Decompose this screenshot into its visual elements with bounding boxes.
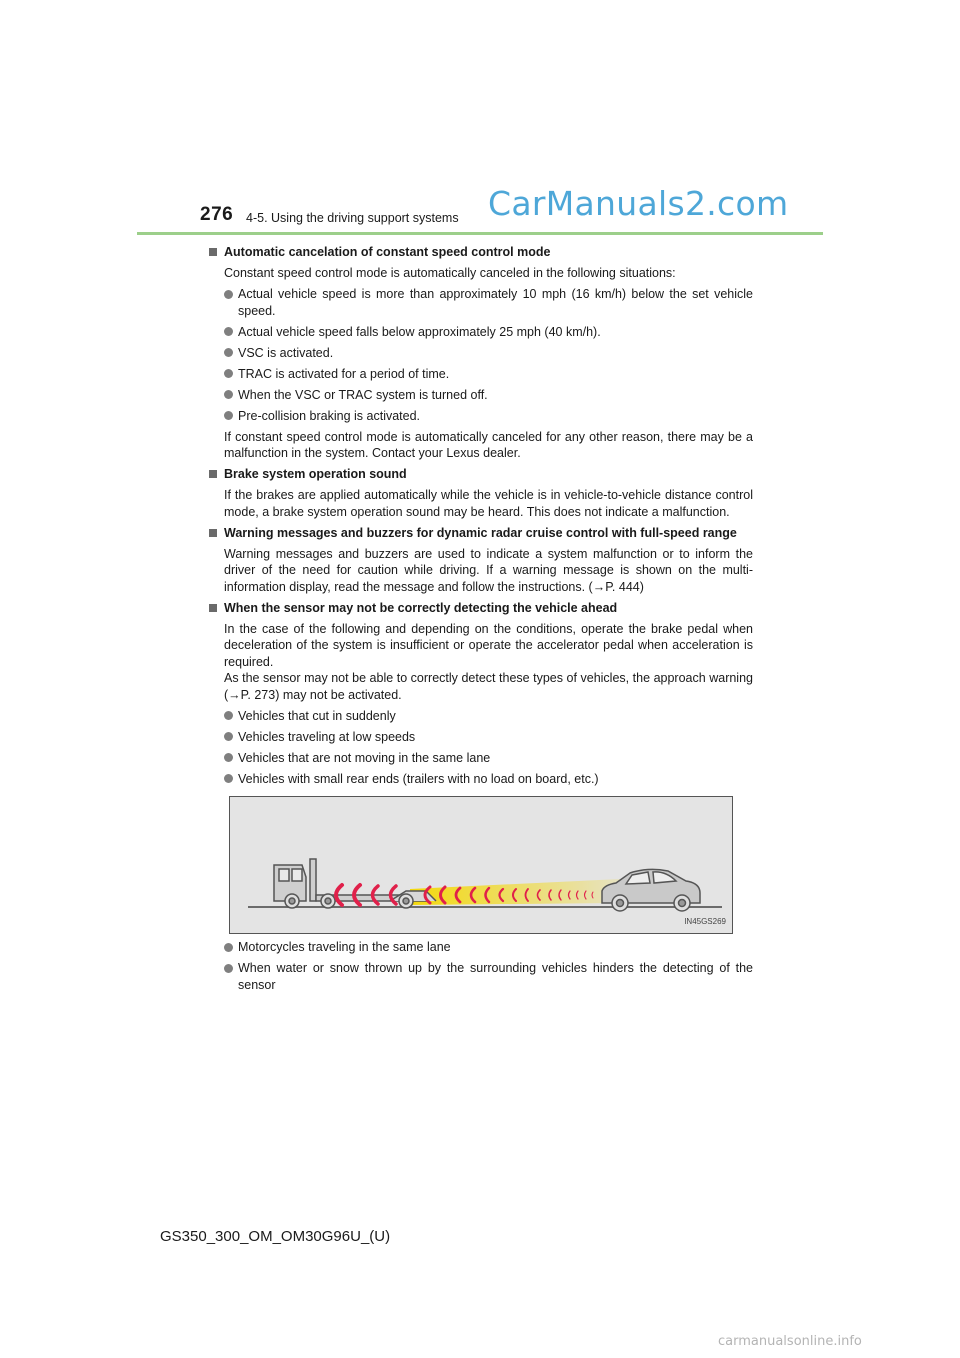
section-heading: Warning messages and buzzers for dynamic radar cruise control with full-speed range [209,525,753,542]
bullet-dot-icon [224,943,233,952]
list-item: When the VSC or TRAC system is turned off. [224,387,753,404]
paragraph: If the brakes are applied automatically while the vehicle is in vehicle-to-vehicle distance control mode, a brake system operation sound may be heard. This does not indicate a malfunction. [224,488,753,519]
list-item: VSC is activated. [224,345,753,362]
radar-illustration [229,796,733,934]
paragraph: In the case of the following and depending on the conditions, operate the brake pedal when deceleration of the system is insufficient or operate the accelerator pedal when acceleration is required. As the sensor may not be able to correctly detect these types of vehicles, the approach warning (→P. 273) may not be activated. [224,621,753,702]
square-bullet-icon [209,470,217,478]
sedan-car-icon [602,869,700,911]
section-heading: When the sensor may not be correctly detecting the vehicle ahead [209,600,753,617]
section-title: 4-5. Using the driving support systems [246,211,459,225]
bullet-dot-icon [224,753,233,762]
bullet-dot-icon [224,711,233,720]
bullet-dot-icon [224,774,233,783]
watermark-logo[interactable]: CarManuals2.com [488,184,789,223]
header-rule [137,232,823,235]
list-item: Vehicles that cut in suddenly [224,708,753,725]
page-number: 276 [200,204,234,225]
bullet-dot-icon [224,411,233,420]
paragraph: Warning messages and buzzers are used to indicate a system malfunction or to inform the driver of the need for caution while driving. If a warning message is shown on the multi-information display, read the message and follow the instructions. (→P. 444) [224,546,753,594]
list-item: Vehicles traveling at low speeds [224,729,753,746]
bullet-dot-icon [224,369,233,378]
list-item: When water or snow thrown up by the surrounding vehicles hinders the detecting of the sensor [224,960,753,993]
paragraph: Constant speed control mode is automatically canceled in the following situations: [224,266,676,280]
radar-illustration-svg [230,797,732,933]
list-item: Motorcycles traveling in the same lane [224,939,753,956]
bullet-dot-icon [224,964,233,973]
list-item: Pre-collision braking is activated. [224,408,753,425]
section-heading: Brake system operation sound [209,466,753,483]
bullet-dot-icon [224,390,233,399]
list-item: Actual vehicle speed falls below approximately 25 mph (40 km/h). [224,324,753,341]
square-bullet-icon [209,529,217,537]
footer-model-code: GS350_300_OM_OM30G96U_(U) [160,1228,391,1245]
list-item: TRAC is activated for a period of time. [224,366,753,383]
section-heading: Automatic cancelation of constant speed control mode [209,244,753,261]
footer-watermark[interactable]: carmanualsonline.info [718,1334,862,1349]
page-content [209,244,753,993]
list-item: Actual vehicle speed is more than approximately 10 mph (16 km/h) below the set vehicle speed. [224,286,753,319]
figure-code: IN45GS269 [684,916,726,926]
paragraph: If constant speed control mode is automatically canceled for any other reason, there may be a malfunction in the system. Contact your Lexus dealer. [224,429,753,460]
list-item: Vehicles that are not moving in the same lane [224,750,753,767]
bullet-dot-icon [224,348,233,357]
list-item: Vehicles with small rear ends (trailers with no load on board, etc.) [224,771,753,788]
bullet-dot-icon [224,732,233,741]
square-bullet-icon [209,248,217,256]
square-bullet-icon [209,604,217,612]
bullet-dot-icon [224,290,233,299]
bullet-dot-icon [224,327,233,336]
